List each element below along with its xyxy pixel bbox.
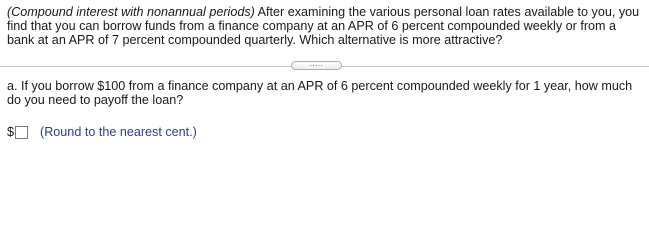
problem-text: After examining the various personal loan rates available to you, you find that you can borrow funds from a finance company at an APR of 6 percent compounded weekly or from a bank at an APR of 7 percent compounded quarterly. Which alternative is more attractive? — [7, 5, 640, 48]
expand-problem-button[interactable]: ..... — [291, 61, 342, 70]
answer-row — [7, 123, 197, 141]
currency-symbol: $ — [7, 125, 15, 139]
rounding-hint: (Round to the nearest cent.) — [40, 125, 197, 139]
question-a-text: a. If you borrow $100 from a finance company at an APR of 6 percent compounded weekly for 1 year, how much do you need to payoff the loan? — [7, 79, 633, 108]
answer-input[interactable] — [15, 126, 28, 139]
problem-statement — [7, 5, 643, 48]
problem-topic-tag: (Compound interest with nonannual periods) — [7, 5, 255, 19]
